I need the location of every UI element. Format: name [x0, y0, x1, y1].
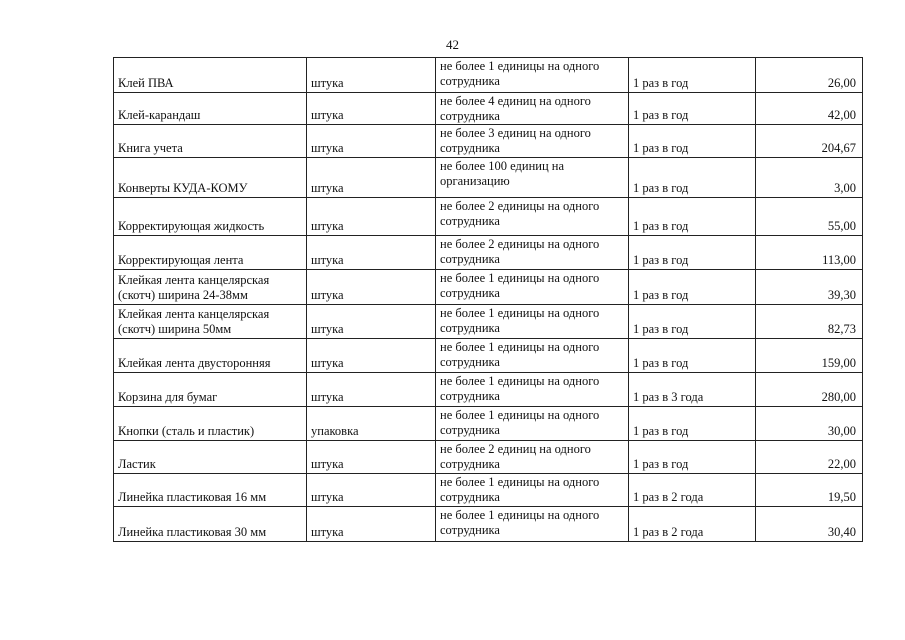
- page-number: 42: [446, 37, 459, 52]
- period-cell: 1 раз в год: [629, 441, 756, 474]
- supplies-table: [113, 57, 863, 542]
- item-name-cell: Клей ПВА: [114, 58, 307, 93]
- period-cell: 1 раз в год: [629, 198, 756, 236]
- period-cell: 1 раз в год: [629, 58, 756, 93]
- table-row: [114, 305, 863, 339]
- price-cell: 26,00: [756, 58, 863, 93]
- item-name-cell: Корректирующая жидкость: [114, 198, 307, 236]
- price-cell: 204,67: [756, 125, 863, 158]
- item-name-cell: Книга учета: [114, 125, 307, 158]
- norm-cell: не более 1 единицы на одного сотрудника: [436, 507, 629, 542]
- price-cell: 22,00: [756, 441, 863, 474]
- unit-cell: штука: [307, 507, 436, 542]
- period-cell: 1 раз в год: [629, 93, 756, 125]
- norm-cell: не более 2 единицы на одного сотрудника: [436, 198, 629, 236]
- period-cell: 1 раз в год: [629, 339, 756, 373]
- table-row: [114, 236, 863, 270]
- norm-cell: не более 1 единицы на одного сотрудника: [436, 58, 629, 93]
- price-cell: 19,50: [756, 474, 863, 507]
- period-cell: 1 раз в год: [629, 407, 756, 441]
- table-row: [114, 270, 863, 305]
- item-name-cell: Клейкая лента канцелярская (скотч) ширина 50мм: [114, 305, 307, 339]
- norm-cell: не более 1 единицы на одного сотрудника: [436, 407, 629, 441]
- unit-cell: штука: [307, 198, 436, 236]
- item-name-cell: Корректирующая лента: [114, 236, 307, 270]
- item-name-cell: Конверты КУДА-КОМУ: [114, 158, 307, 198]
- table-row: [114, 125, 863, 158]
- item-name-cell: Клейкая лента канцелярская (скотч) ширина 24-38мм: [114, 270, 307, 305]
- price-cell: 159,00: [756, 339, 863, 373]
- item-name-cell: Корзина для бумаг: [114, 373, 307, 407]
- unit-cell: штука: [307, 441, 436, 474]
- price-cell: 3,00: [756, 158, 863, 198]
- table-row: [114, 507, 863, 542]
- price-cell: 82,73: [756, 305, 863, 339]
- period-cell: 1 раз в год: [629, 236, 756, 270]
- price-cell: 30,40: [756, 507, 863, 542]
- period-cell: 1 раз в год: [629, 125, 756, 158]
- item-name-cell: Клей-карандаш: [114, 93, 307, 125]
- price-cell: 280,00: [756, 373, 863, 407]
- table-row: [114, 198, 863, 236]
- unit-cell: штука: [307, 339, 436, 373]
- period-cell: 1 раз в год: [629, 270, 756, 305]
- table-row: [114, 474, 863, 507]
- norm-cell: не более 4 единиц на одного сотрудника: [436, 93, 629, 125]
- norm-cell: не более 2 единицы на одного сотрудника: [436, 236, 629, 270]
- period-cell: 1 раз в 2 года: [629, 507, 756, 542]
- period-cell: 1 раз в год: [629, 158, 756, 198]
- norm-cell: не более 1 единицы на одного сотрудника: [436, 339, 629, 373]
- norm-cell: не более 1 единицы на одного сотрудника: [436, 474, 629, 507]
- norm-cell: не более 100 единиц на организацию: [436, 158, 629, 198]
- unit-cell: штука: [307, 236, 436, 270]
- norm-cell: не более 1 единицы на одного сотрудника: [436, 305, 629, 339]
- unit-cell: штука: [307, 474, 436, 507]
- period-cell: 1 раз в год: [629, 305, 756, 339]
- price-cell: 39,30: [756, 270, 863, 305]
- period-cell: 1 раз в 2 года: [629, 474, 756, 507]
- unit-cell: штука: [307, 58, 436, 93]
- period-cell: 1 раз в 3 года: [629, 373, 756, 407]
- item-name-cell: Клейкая лента двусторонняя: [114, 339, 307, 373]
- item-name-cell: Линейка пластиковая 30 мм: [114, 507, 307, 542]
- norm-cell: не более 1 единицы на одного сотрудника: [436, 270, 629, 305]
- table-row: [114, 407, 863, 441]
- unit-cell: упаковка: [307, 407, 436, 441]
- unit-cell: штука: [307, 125, 436, 158]
- table-row: [114, 373, 863, 407]
- item-name-cell: Ластик: [114, 441, 307, 474]
- norm-cell: не более 3 единиц на одного сотрудника: [436, 125, 629, 158]
- item-name-cell: Кнопки (сталь и пластик): [114, 407, 307, 441]
- norm-cell: не более 1 единицы на одного сотрудника: [436, 373, 629, 407]
- table-row: [114, 441, 863, 474]
- table-row: [114, 339, 863, 373]
- table-row: [114, 58, 863, 93]
- unit-cell: штука: [307, 93, 436, 125]
- unit-cell: штука: [307, 373, 436, 407]
- price-cell: 113,00: [756, 236, 863, 270]
- norm-cell: не более 2 единиц на одного сотрудника: [436, 441, 629, 474]
- table-row: [114, 158, 863, 198]
- unit-cell: штука: [307, 270, 436, 305]
- price-cell: 30,00: [756, 407, 863, 441]
- price-cell: 42,00: [756, 93, 863, 125]
- item-name-cell: Линейка пластиковая 16 мм: [114, 474, 307, 507]
- unit-cell: штука: [307, 305, 436, 339]
- table-row: [114, 93, 863, 125]
- price-cell: 55,00: [756, 198, 863, 236]
- unit-cell: штука: [307, 158, 436, 198]
